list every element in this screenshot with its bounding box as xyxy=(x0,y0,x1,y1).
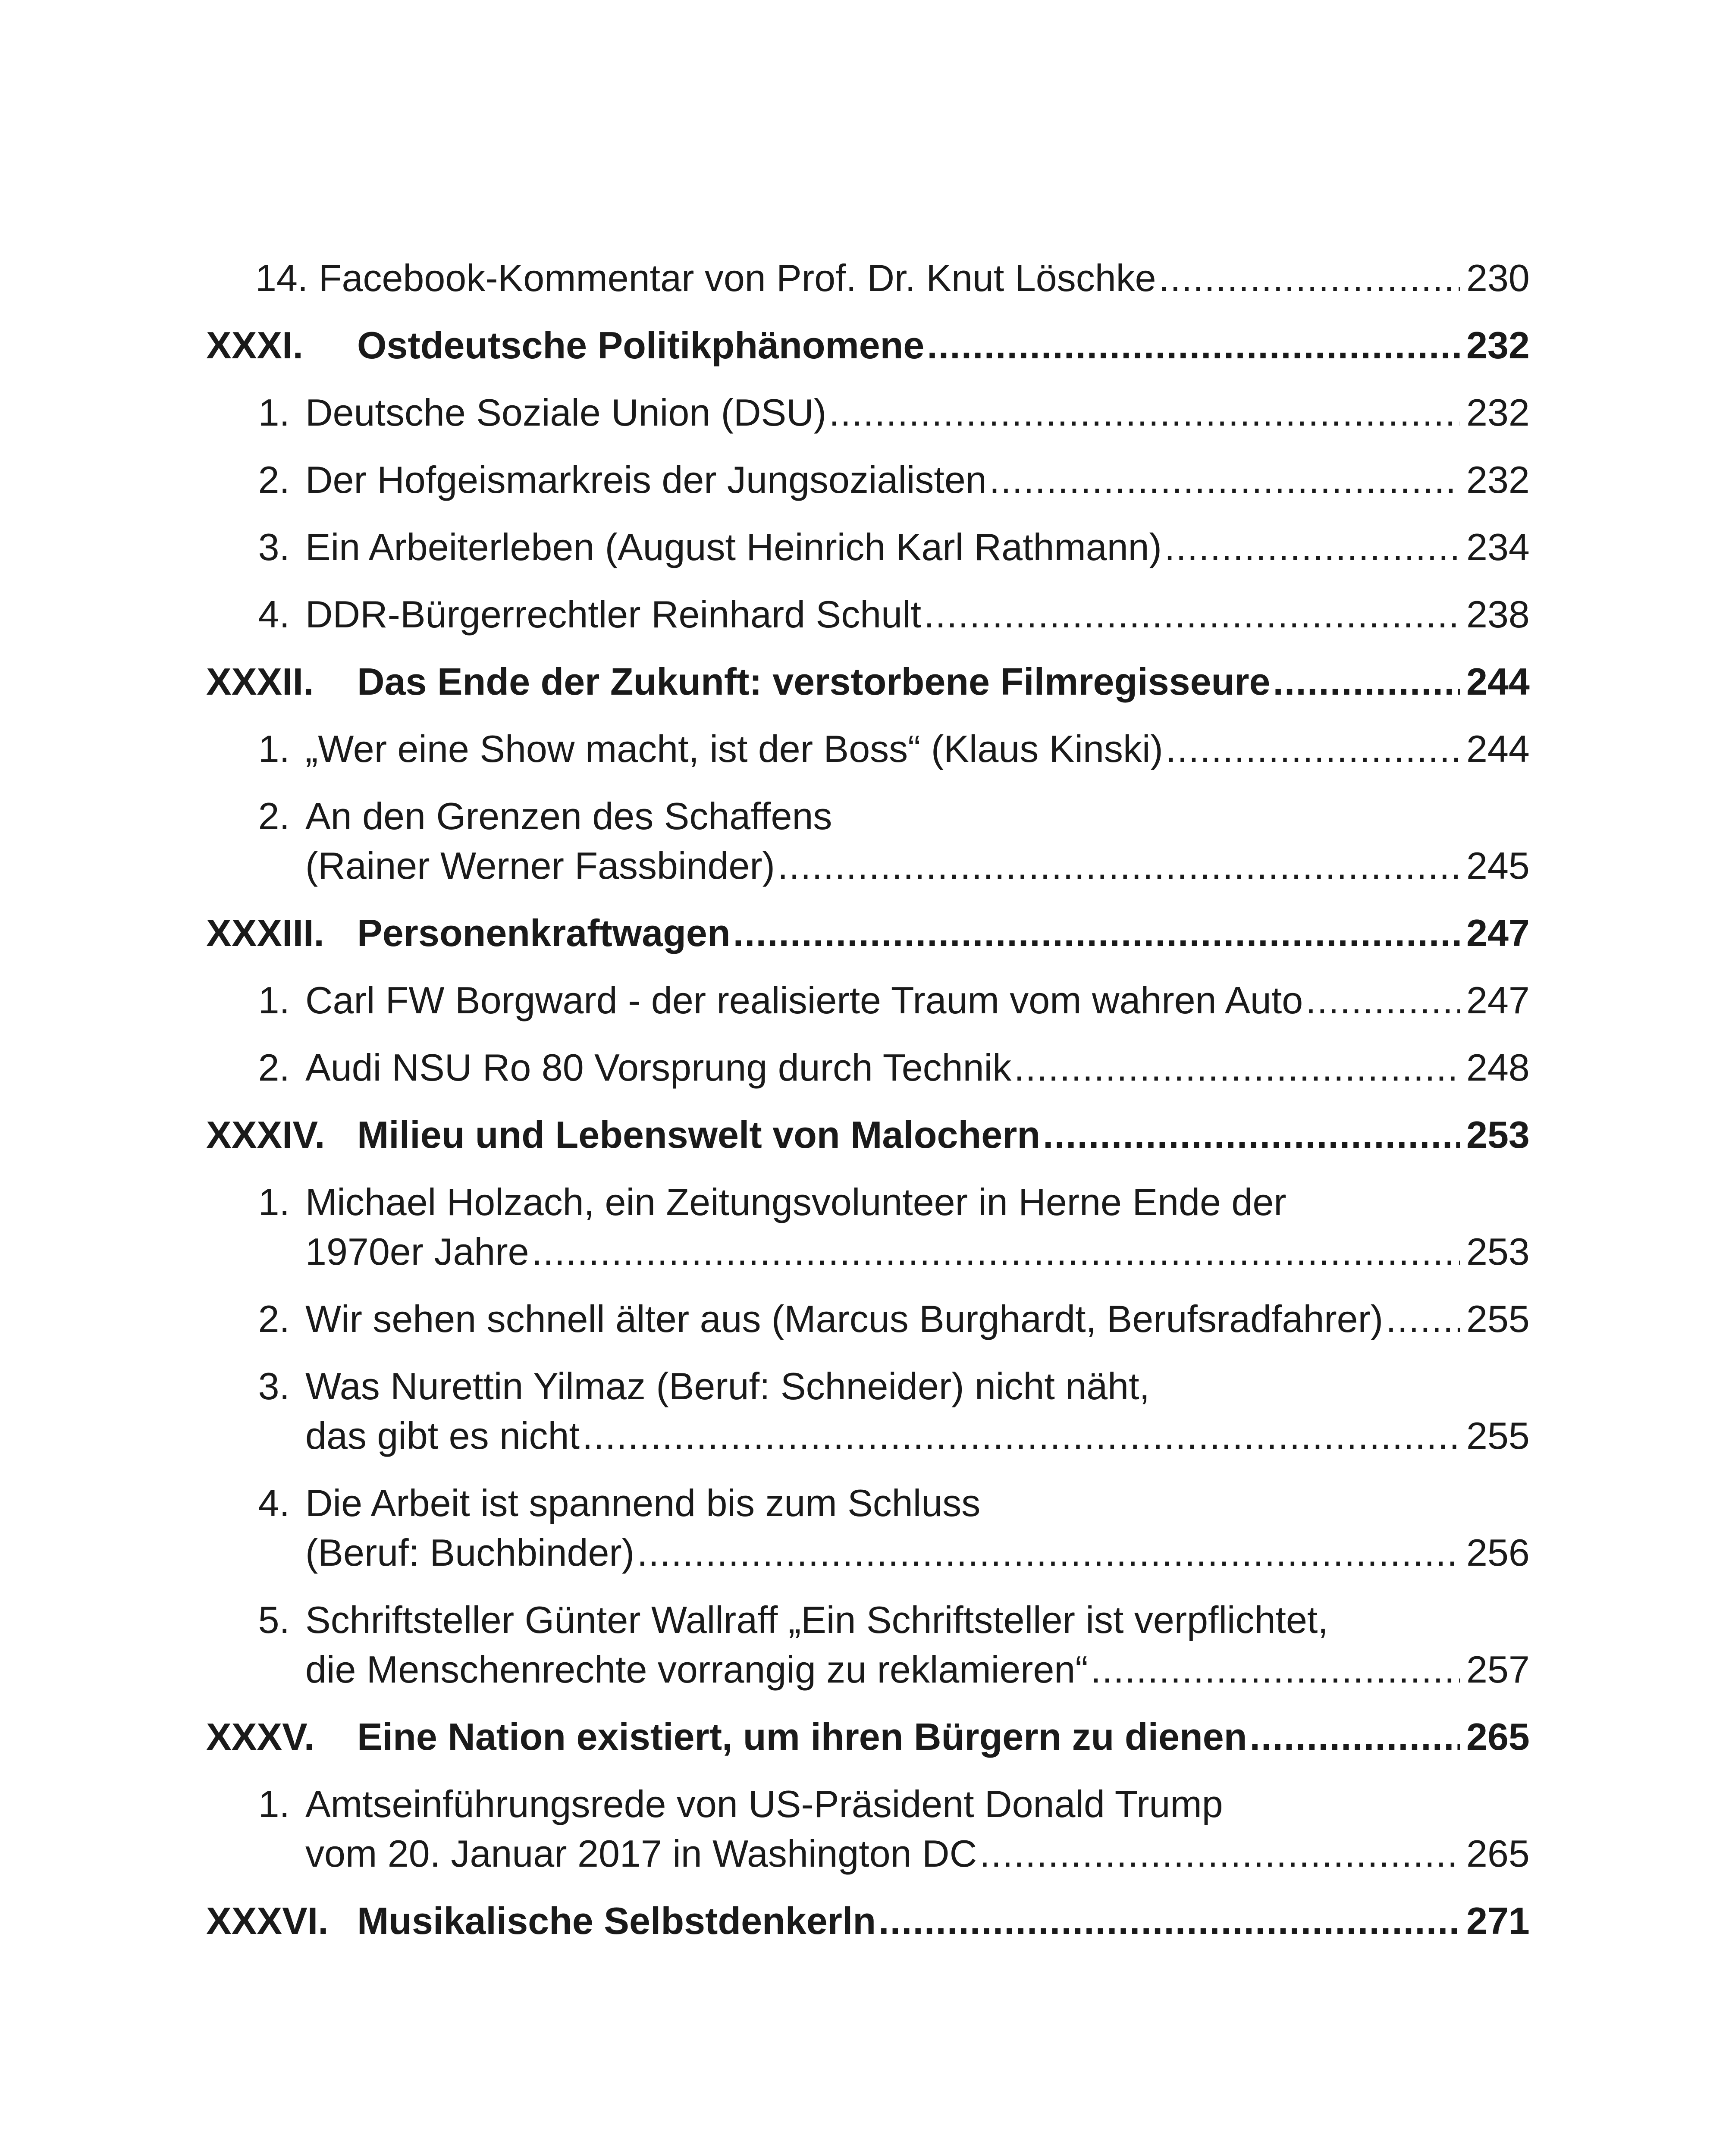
entry-title: 1970er Jahre xyxy=(305,1230,529,1273)
dot-leader xyxy=(989,454,1460,506)
entry-leader xyxy=(357,907,1472,959)
dot-leader xyxy=(733,907,1460,959)
section-number: 2. xyxy=(258,1046,290,1089)
entry-title: Musikalische Selbstdenkerln xyxy=(357,1899,876,1942)
page-number: 253 xyxy=(1466,1113,1530,1156)
entry-leader xyxy=(305,589,1472,640)
toc-section-entry[interactable] xyxy=(0,1594,1732,1646)
entry-title: Audi NSU Ro 80 Vorsprung durch Technik xyxy=(305,1046,1012,1089)
entry-title: Ostdeutsche Politikphänomene xyxy=(357,324,925,367)
toc-section-entry-continued[interactable] xyxy=(0,1828,1732,1880)
section-number: 5. xyxy=(258,1598,290,1641)
dot-leader xyxy=(1043,1109,1460,1161)
entry-title: Wir sehen schnell älter aus (Marcus Burghardt, Berufsradfahrer) xyxy=(305,1297,1384,1340)
dot-leader xyxy=(778,840,1460,892)
entry-title-line-1: Amtseinführungsrede von US-Präsident Donald Trump xyxy=(305,1783,1223,1825)
entry-leader xyxy=(305,840,1472,892)
toc-section-entry[interactable] xyxy=(0,1477,1732,1529)
toc-section-entry-continued[interactable] xyxy=(0,1644,1732,1695)
entry-title: Der Hofgeismarkreis der Jungsozialisten xyxy=(305,458,987,501)
entry-leader xyxy=(357,656,1472,708)
section-number: 1. xyxy=(258,1181,290,1223)
section-number: 2. xyxy=(258,795,290,837)
entry-leader xyxy=(357,1895,1472,1947)
entry-leader xyxy=(357,320,1472,371)
section-number: 3. xyxy=(258,1365,290,1407)
page-number: 256 xyxy=(1466,1531,1530,1574)
entry-leader xyxy=(255,252,1472,304)
entry-title: DDR-Bürgerrechtler Reinhard Schult xyxy=(305,593,922,636)
toc-chapter-entry[interactable] xyxy=(0,656,1732,708)
entry-leader xyxy=(305,1293,1472,1345)
chapter-number: XXXI. xyxy=(206,324,303,367)
entry-leader xyxy=(305,1410,1472,1462)
entry-title-line-1: Die Arbeit ist spannend bis zum Schluss xyxy=(305,1482,981,1524)
toc-section-entry[interactable] xyxy=(0,521,1732,573)
page-number: 247 xyxy=(1466,912,1530,954)
page-number: 244 xyxy=(1466,660,1530,703)
page-number: 253 xyxy=(1466,1230,1530,1273)
dot-leader xyxy=(1159,252,1460,304)
dot-leader xyxy=(582,1410,1460,1462)
entry-title: das gibt es nicht xyxy=(305,1414,580,1457)
entry-leader xyxy=(305,1644,1472,1695)
toc-section-entry[interactable] xyxy=(0,1042,1732,1094)
page-number: 247 xyxy=(1466,979,1530,1022)
page-number: 232 xyxy=(1466,391,1530,434)
entry-title-line-1: Michael Holzach, ein Zeitungsvolunteer in Herne Ende der xyxy=(305,1181,1286,1223)
page-number: 230 xyxy=(1466,257,1530,299)
entry-title: Deutsche Soziale Union (DSU) xyxy=(305,391,827,434)
page-number: 265 xyxy=(1466,1832,1530,1875)
page-number: 238 xyxy=(1466,593,1530,636)
entry-title: Ein Arbeiterleben (August Heinrich Karl Rathmann) xyxy=(305,526,1162,568)
entry-leader xyxy=(305,521,1472,573)
toc-section-entry[interactable] xyxy=(0,454,1732,506)
section-number: 3. xyxy=(258,526,290,568)
entry-title: Milieu und Lebenswelt von Malochern xyxy=(357,1113,1041,1156)
dot-leader xyxy=(1305,975,1460,1026)
entry-leader xyxy=(305,387,1472,439)
entry-title: Das Ende der Zukunft: verstorbene Filmregisseure xyxy=(357,660,1271,703)
page-number: 248 xyxy=(1466,1046,1530,1089)
toc-section-entry[interactable] xyxy=(0,589,1732,640)
toc-section-entry[interactable] xyxy=(0,1778,1732,1830)
dot-leader xyxy=(927,320,1460,371)
dot-leader xyxy=(1091,1644,1460,1695)
entry-title: Carl FW Borgward - der realisierte Traum vom wahren Auto xyxy=(305,979,1303,1022)
entry-leader xyxy=(305,1527,1472,1579)
dot-leader xyxy=(532,1226,1460,1278)
toc-section-entry-continued[interactable] xyxy=(0,1410,1732,1462)
toc-section-entry-continued[interactable] xyxy=(0,1527,1732,1579)
entry-leader xyxy=(357,1711,1472,1763)
page-number: 257 xyxy=(1466,1648,1530,1691)
dot-leader xyxy=(829,387,1460,439)
page-number: 245 xyxy=(1466,844,1530,887)
toc-chapter-entry[interactable] xyxy=(0,1109,1732,1161)
page-number: 244 xyxy=(1466,727,1530,770)
toc-section-entry[interactable] xyxy=(0,790,1732,842)
entry-leader xyxy=(305,975,1472,1026)
toc-section-entry[interactable] xyxy=(0,1293,1732,1345)
dot-leader xyxy=(1014,1042,1460,1094)
dot-leader xyxy=(1273,656,1460,708)
entry-leader xyxy=(305,723,1472,775)
section-number: 1. xyxy=(258,979,290,1022)
entry-title: (Rainer Werner Fassbinder) xyxy=(305,844,775,887)
dot-leader xyxy=(1249,1711,1460,1763)
section-number: 1. xyxy=(258,1783,290,1825)
dot-leader xyxy=(1164,521,1460,573)
toc-section-entry-continued[interactable] xyxy=(0,1226,1732,1278)
toc-section-entry[interactable] xyxy=(0,387,1732,439)
section-number: 4. xyxy=(258,1482,290,1524)
section-number: 1. xyxy=(258,727,290,770)
entry-title: 14. Facebook-Kommentar von Prof. Dr. Knut Löschke xyxy=(255,257,1156,299)
dot-leader xyxy=(1386,1293,1460,1345)
toc-section-entry[interactable] xyxy=(0,975,1732,1026)
toc-chapter-entry[interactable] xyxy=(0,1711,1732,1763)
entry-title: „Wer eine Show macht, ist der Boss“ (Klaus Kinski) xyxy=(305,727,1163,770)
toc-chapter-entry[interactable] xyxy=(0,320,1732,371)
chapter-number: XXXII. xyxy=(206,660,314,703)
page-number: 255 xyxy=(1466,1297,1530,1340)
page-number: 234 xyxy=(1466,526,1530,568)
section-number: 1. xyxy=(258,391,290,434)
page-number: 232 xyxy=(1466,458,1530,501)
dot-leader xyxy=(924,589,1460,640)
entry-leader xyxy=(305,1226,1472,1278)
toc-section-entry[interactable] xyxy=(0,723,1732,775)
chapter-number: XXXIV. xyxy=(206,1113,325,1156)
section-number: 2. xyxy=(258,1297,290,1340)
dot-leader xyxy=(879,1895,1460,1947)
toc-chapter-entry[interactable] xyxy=(0,1895,1732,1947)
entry-title: die Menschenrechte vorrangig zu reklamieren“ xyxy=(305,1648,1088,1691)
entry-title: vom 20. Januar 2017 in Washington DC xyxy=(305,1832,977,1875)
entry-title-line-1: Schriftsteller Günter Wallraff „Ein Schriftsteller ist verpflichtet, xyxy=(305,1598,1328,1641)
entry-title: (Beruf: Buchbinder) xyxy=(305,1531,635,1574)
chapter-number: XXXIII. xyxy=(206,912,324,954)
chapter-number: XXXV. xyxy=(206,1715,315,1758)
toc-section-entry[interactable] xyxy=(0,252,1732,304)
toc-section-entry[interactable] xyxy=(0,1360,1732,1412)
entry-leader xyxy=(357,1109,1472,1161)
dot-leader xyxy=(979,1828,1460,1880)
entry-title: Eine Nation existiert, um ihren Bürgern zu dienen xyxy=(357,1715,1247,1758)
dot-leader xyxy=(637,1527,1460,1579)
chapter-number: XXXVI. xyxy=(206,1899,329,1942)
page-number: 232 xyxy=(1466,324,1530,367)
page-number: 271 xyxy=(1466,1899,1530,1942)
page-number: 255 xyxy=(1466,1414,1530,1457)
entry-leader xyxy=(305,1042,1472,1094)
entry-title-line-1: Was Nurettin Yilmaz (Beruf: Schneider) nicht näht, xyxy=(305,1365,1150,1407)
dot-leader xyxy=(1166,723,1460,775)
entry-leader xyxy=(305,1828,1472,1880)
entry-title: Personenkraftwagen xyxy=(357,912,731,954)
section-number: 2. xyxy=(258,458,290,501)
entry-leader xyxy=(305,454,1472,506)
toc-chapter-entry[interactable] xyxy=(0,907,1732,959)
page-number: 265 xyxy=(1466,1715,1530,1758)
entry-title-line-1: An den Grenzen des Schaffens xyxy=(305,795,832,837)
section-number: 4. xyxy=(258,593,290,636)
toc-section-entry-continued[interactable] xyxy=(0,840,1732,892)
toc-section-entry[interactable] xyxy=(0,1176,1732,1228)
